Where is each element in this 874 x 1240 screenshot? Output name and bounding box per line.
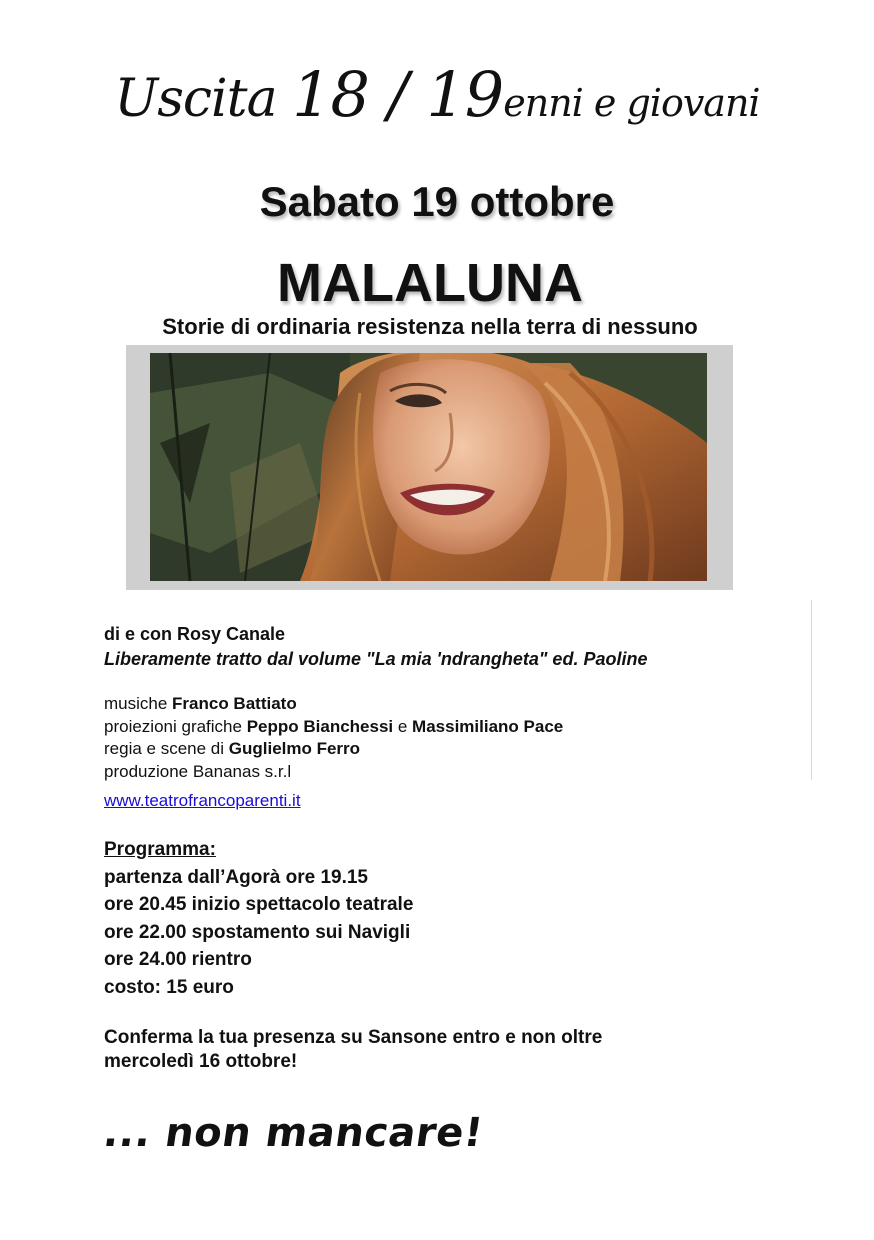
staff-prefix: musiche	[104, 694, 173, 713]
staff-prefix: regia e scene di	[104, 739, 229, 758]
program-line: ore 20.45 inizio spettacolo teatrale	[104, 894, 414, 916]
portrait-photo-icon	[150, 353, 707, 581]
header-sep: /	[369, 58, 427, 131]
staff-line-production	[104, 761, 563, 784]
header-num2: 19	[426, 58, 504, 131]
staff-line-music	[104, 693, 563, 716]
staff-name: Franco Battiato	[172, 694, 297, 713]
program-block	[104, 836, 413, 1002]
credits-prefix: di e con	[104, 624, 178, 644]
program-line: ore 24.00 rientro	[104, 949, 252, 971]
staff-block	[104, 693, 563, 783]
confirm-line: Conferma la tua presenza su Sansone entro e non oltre	[104, 1027, 603, 1048]
staff-name: Massimiliano Pace	[412, 716, 564, 736]
staff-name: Peppo Bianchessi	[246, 716, 394, 736]
staff-line-direction	[104, 738, 563, 761]
header-part2: enni e giovani	[503, 81, 760, 125]
credits-block	[104, 622, 647, 672]
staff-line-graphics	[104, 716, 563, 739]
staff-mid: e	[393, 716, 413, 736]
staff-name: Guglielmo Ferro	[228, 739, 361, 758]
show-subtitle: Storie di ordinaria resistenza nella terra di nessuno	[162, 314, 698, 339]
closing-handwritten: ... non mancare!	[100, 1110, 487, 1156]
credits-author: Rosy Canale	[177, 624, 286, 644]
program-line: partenza dall’Agorà ore 19.15	[104, 866, 368, 888]
program-line: ore 22.00 spostamento sui Navigli	[104, 921, 411, 943]
staff-prefix: produzione Bananas s.r.l	[104, 761, 292, 781]
page-edge-line	[811, 600, 812, 780]
portrait-photo	[150, 353, 707, 581]
credits-line-author	[104, 622, 647, 647]
confirm-block	[104, 1026, 602, 1074]
event-header-handwritten	[0, 58, 874, 131]
website-link[interactable]: www.teatrofrancoparenti.it	[104, 791, 301, 810]
program-heading: Programma:	[104, 839, 216, 860]
confirm-line: mercoledì 16 ottobre!	[104, 1051, 298, 1072]
event-date: Sabato 19 ottobre	[259, 178, 615, 225]
show-title: MALALUNA	[277, 253, 583, 313]
header-part1: Uscita	[114, 69, 293, 129]
staff-prefix: proiezioni grafiche	[104, 716, 247, 736]
header-num1: 18	[292, 58, 370, 131]
program-line: costo: 15 euro	[104, 976, 234, 998]
credits-source: Liberamente tratto dal volume "La mia 'ndrangheta" ed. Paoline	[104, 649, 648, 669]
